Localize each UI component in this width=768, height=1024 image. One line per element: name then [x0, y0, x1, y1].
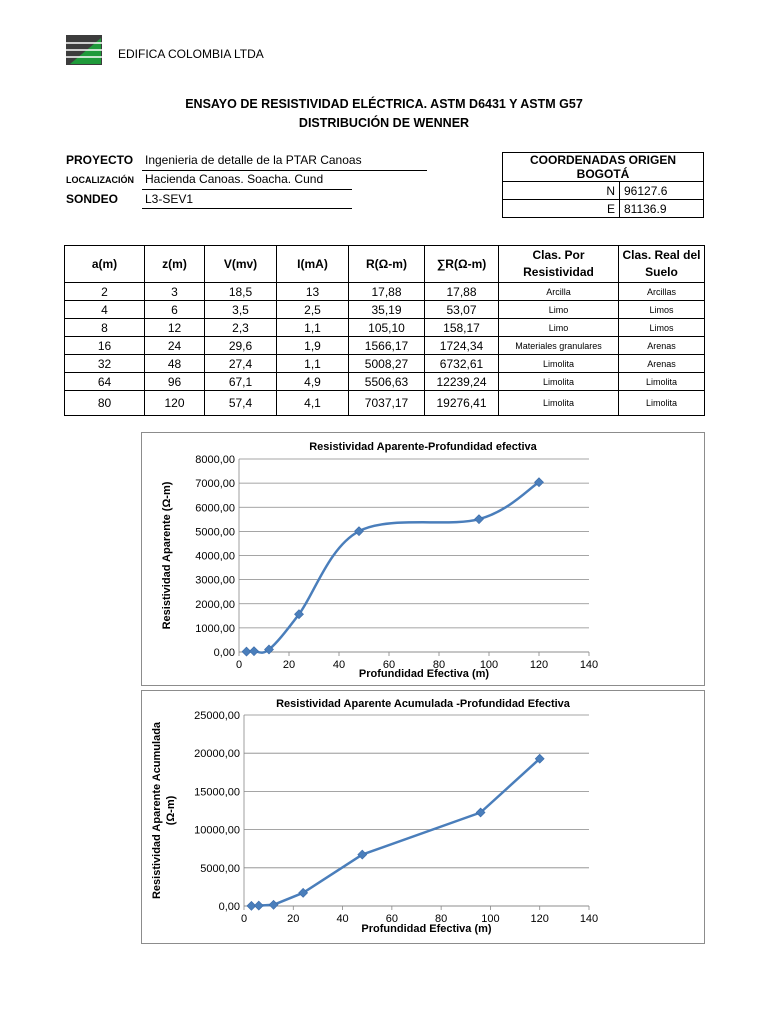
cell-clas-resistividad: Arcilla: [499, 283, 619, 301]
data-point-marker: [475, 515, 484, 524]
table-row: [65, 373, 705, 391]
y-axis-label: Resistividad Aparente (Ω-m): [161, 481, 173, 630]
cell-i: 2,5: [277, 301, 349, 319]
cell-i: 1,1: [277, 319, 349, 337]
series-line: [251, 759, 539, 906]
cell-v: 29,6: [205, 337, 277, 355]
cell-a: 8: [65, 319, 145, 337]
col-header-z: z(m): [145, 246, 205, 283]
x-tick-label: 60: [382, 659, 396, 671]
proyecto-value: Ingenieria de detalle de la PTAR Canoas: [145, 153, 362, 167]
cell-z: 48: [145, 355, 205, 373]
x-tick-label: 0: [240, 913, 248, 925]
chart-title: Resistividad Aparente Acumulada -Profundidad Efectiva: [276, 698, 570, 710]
col-header-clas-resistividad: Clas. Por Resistividad: [499, 246, 619, 283]
cell-a: 4: [65, 301, 145, 319]
cell-sum-r: 12239,24: [425, 373, 499, 391]
col-header-r: R(Ω-m): [349, 246, 425, 283]
table-header-row: [65, 246, 705, 283]
report-title: ENSAYO DE RESISTIVIDAD ELÉCTRICA. ASTM D6431 Y ASTM G57: [185, 97, 583, 111]
cell-r: 5506,63: [349, 373, 425, 391]
coord-e-label: E: [503, 200, 620, 218]
data-point-marker: [254, 901, 263, 910]
chart-resistividad-aparente: [141, 432, 705, 686]
sondeo-label: SONDEO: [66, 192, 119, 206]
localizacion-value: Hacienda Canoas. Soacha. Cund: [145, 172, 324, 186]
x-axis-label: Profundidad Efectiva (m): [361, 923, 492, 935]
localizacion-underline: [142, 189, 352, 190]
col-header-clas-real: Clas. Real del Suelo: [619, 246, 705, 283]
cell-clas-real: Arenas: [619, 337, 705, 355]
cell-i: 4,9: [277, 373, 349, 391]
cell-a: 16: [65, 337, 145, 355]
cell-clas-resistividad: Materiales granulares: [499, 337, 619, 355]
coordinates-table: [502, 152, 704, 218]
cell-r: 1566,17: [349, 337, 425, 355]
cell-z: 120: [145, 391, 205, 416]
cell-r: 105,10: [349, 319, 425, 337]
x-tick-label: 140: [579, 913, 599, 925]
col-header-i: I(mA): [277, 246, 349, 283]
col-header-sum-r: ∑R(Ω-m): [425, 246, 499, 283]
x-tick-label: 40: [332, 659, 346, 671]
cell-z: 6: [145, 301, 205, 319]
cell-i: 1,9: [277, 337, 349, 355]
cell-clas-real: Arcillas: [619, 283, 705, 301]
x-tick-label: 100: [481, 913, 500, 925]
y-tick-label: 25000,00: [194, 710, 240, 722]
x-tick-label: 40: [336, 913, 349, 925]
cell-clas-real: Limos: [619, 301, 705, 319]
coord-n-value: 96127.6: [620, 182, 704, 200]
y-tick-label: 3000,00: [195, 574, 235, 587]
coord-n-label: N: [503, 182, 620, 200]
localizacion-label: LOCALIZACIÓN: [66, 175, 134, 185]
coord-e-value: 81136.9: [620, 200, 704, 218]
proyecto-underline: [142, 170, 427, 171]
y-tick-label: 2000,00: [195, 598, 235, 611]
y-tick-label: 4000,00: [195, 550, 235, 563]
x-axis-label: Profundidad Efectiva (m): [358, 668, 490, 680]
cell-v: 2,3: [205, 319, 277, 337]
cell-z: 96: [145, 373, 205, 391]
cell-v: 27,4: [205, 355, 277, 373]
x-tick-label: 60: [385, 913, 398, 925]
x-tick-label: 120: [530, 913, 549, 925]
table-row: [65, 301, 705, 319]
table-row: [65, 283, 705, 301]
cell-z: 3: [145, 283, 205, 301]
cell-z: 12: [145, 319, 205, 337]
cell-sum-r: 53,07: [425, 301, 499, 319]
y-axis-label-unit: (Ω-m): [165, 795, 177, 826]
y-tick-label: 5000,00: [195, 526, 235, 539]
table-row: [65, 319, 705, 337]
cell-clas-real: Arenas: [619, 355, 705, 373]
y-tick-label: 7000,00: [195, 478, 235, 491]
cell-clas-real: Limolita: [619, 391, 705, 416]
cell-sum-r: 158,17: [425, 319, 499, 337]
table-row: [65, 337, 705, 355]
cell-i: 13: [277, 283, 349, 301]
col-header-a: a(m): [65, 246, 145, 283]
cell-clas-resistividad: Limolita: [499, 373, 619, 391]
x-tick-label: 80: [435, 913, 448, 925]
coordinates-title: COORDENADAS ORIGEN BOGOTÁ: [503, 153, 704, 182]
x-tick-label: 120: [529, 659, 549, 671]
cell-i: 4,1: [277, 391, 349, 416]
company-name: EDIFICA COLOMBIA LTDA: [118, 47, 264, 61]
cell-v: 3,5: [205, 301, 277, 319]
cell-r: 7037,17: [349, 391, 425, 416]
y-tick-label: 5000,00: [200, 862, 240, 875]
chart-1-svg: [142, 433, 704, 685]
cell-clas-resistividad: Limolita: [499, 355, 619, 373]
y-tick-label: 0,00: [213, 647, 235, 659]
y-tick-label: 10000,00: [194, 824, 240, 837]
col-header-v: V(mv): [205, 246, 277, 283]
chart-2-svg: [142, 691, 704, 943]
resistivity-table: [64, 245, 705, 416]
y-tick-label: 0,00: [218, 901, 240, 913]
cell-z: 24: [145, 337, 205, 355]
x-tick-label: 140: [579, 659, 599, 671]
cell-a: 2: [65, 283, 145, 301]
cell-v: 18,5: [205, 283, 277, 301]
cell-a: 32: [65, 355, 145, 373]
y-tick-label: 1000,00: [195, 622, 235, 635]
cell-a: 80: [65, 391, 145, 416]
sondeo-underline: [142, 208, 352, 209]
x-tick-label: 20: [287, 913, 300, 925]
series-line: [247, 482, 540, 652]
cell-i: 1,1: [277, 355, 349, 373]
chart-resistividad-acumulada: [141, 690, 705, 944]
cell-v: 67,1: [205, 373, 277, 391]
cell-r: 35,19: [349, 301, 425, 319]
cell-clas-resistividad: Limo: [499, 319, 619, 337]
cell-sum-r: 1724,34: [425, 337, 499, 355]
x-tick-label: 20: [282, 659, 296, 671]
x-tick-label: 0: [235, 659, 243, 671]
x-tick-label: 80: [432, 659, 446, 671]
data-point-marker: [269, 900, 278, 909]
y-tick-label: 8000,00: [195, 454, 235, 466]
company-logo: [66, 35, 102, 65]
table-row: [65, 355, 705, 373]
data-point-marker: [250, 647, 259, 656]
cell-v: 57,4: [205, 391, 277, 416]
cell-r: 17,88: [349, 283, 425, 301]
cell-sum-r: 17,88: [425, 283, 499, 301]
y-axis-label: Resistividad Aparente Acumulada: [151, 721, 163, 900]
chart-title: Resistividad Aparente-Profundidad efectiva: [309, 441, 537, 453]
report-subtitle: DISTRIBUCIÓN DE WENNER: [298, 116, 470, 130]
sondeo-value: L3-SEV1: [145, 192, 194, 206]
table-row: [65, 391, 705, 416]
cell-sum-r: 6732,61: [425, 355, 499, 373]
y-tick-label: 20000,00: [194, 748, 240, 761]
y-tick-label: 6000,00: [195, 502, 235, 515]
cell-clas-resistividad: Limolita: [499, 391, 619, 416]
proyecto-label: PROYECTO: [66, 153, 134, 167]
cell-clas-real: Limolita: [619, 373, 705, 391]
cell-clas-real: Limos: [619, 319, 705, 337]
cell-clas-resistividad: Limo: [499, 301, 619, 319]
y-tick-label: 15000,00: [194, 786, 240, 799]
cell-sum-r: 19276,41: [425, 391, 499, 416]
cell-a: 64: [65, 373, 145, 391]
cell-r: 5008,27: [349, 355, 425, 373]
x-tick-label: 100: [479, 659, 499, 671]
